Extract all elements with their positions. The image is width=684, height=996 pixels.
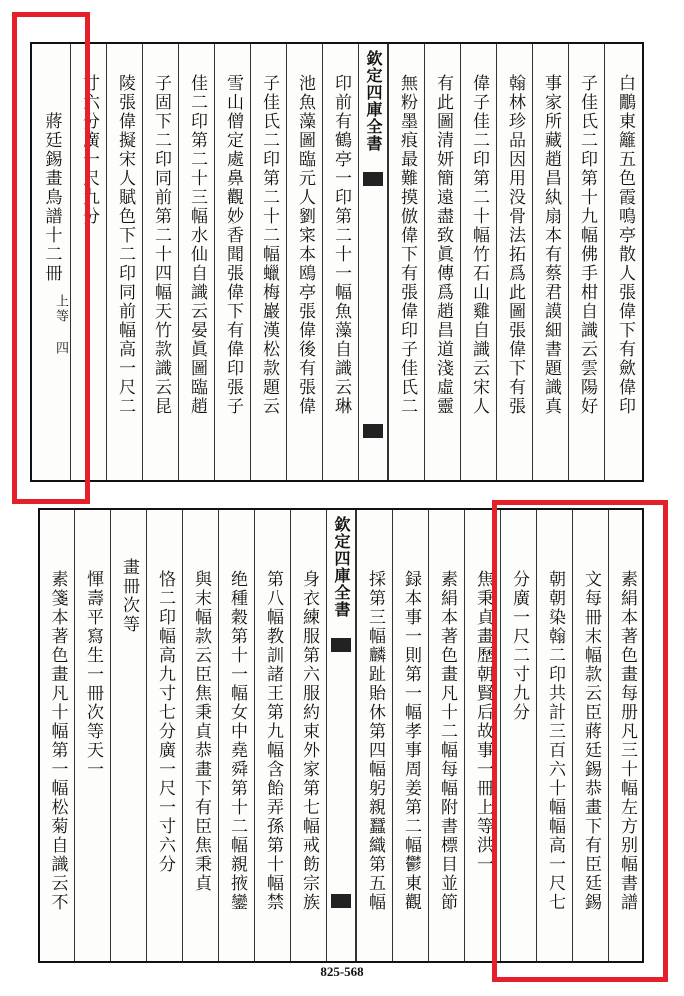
- page-number: 825-568: [320, 964, 364, 979]
- text-column: [146, 510, 182, 961]
- text-column: [604, 44, 644, 480]
- text-column: [106, 44, 142, 480]
- column-text: 恪二印幅高九寸七分廣一尺一寸六分: [155, 570, 175, 874]
- column-text: 焦秉貞畫歷朝賢后故事一冊上等洪一: [473, 570, 493, 874]
- top-page: [30, 42, 644, 482]
- column-text: 事家所藏趙昌紈扇本有蔡君謨細書題識真: [541, 74, 561, 416]
- column-text: 子固下二印同前第二十四幅天竹款識云昆: [151, 74, 171, 416]
- column-text: 陵張偉擬宋人賦色下二印同前幅高一尺二: [115, 74, 135, 416]
- column-text: 寸六分廣一尺九分: [79, 74, 99, 226]
- page-header-column: [326, 510, 356, 961]
- column-text: 録本事一則第一幅孝事周姜第二幅鬱東觀: [401, 570, 421, 912]
- fishtail-mark-icon: [363, 424, 383, 438]
- text-column: [182, 510, 218, 961]
- column-text: 與末幅款云臣焦秉貞恭畫下有臣焦秉貞: [191, 570, 211, 893]
- column-text: 素絹本著色畫凡十二幅每幅附書標目並節: [437, 570, 457, 912]
- column-text: 素絹本著色畫每册凡三十幅左方别幅書譜: [617, 570, 637, 912]
- page-header: 欽定四庫全書: [332, 516, 351, 618]
- text-column: [428, 510, 464, 961]
- text-column: [178, 44, 214, 480]
- text-column: [218, 510, 254, 961]
- section-heading: 畫冊次等: [119, 558, 139, 634]
- column-text: 白鷳東籬五色霞鳴亭散人張偉下有歛偉印: [615, 74, 635, 416]
- text-column: [392, 510, 428, 961]
- text-column: [250, 44, 286, 480]
- column-text: 朝朝染翰二印共計三百六十幅幅高一尺七: [545, 570, 565, 912]
- page-header: 欽定四庫全書: [364, 50, 383, 152]
- column-text: 無粉墨痕最難摸倣偉下有張偉印子佳氏二: [397, 74, 417, 416]
- column-text: 有此圖清妍簡遠盡致眞傳爲趙昌道淺虛靈: [433, 74, 453, 416]
- column-text: 翰林珍品因用没骨法拓爲此圖張偉下有張: [505, 74, 525, 416]
- text-column: [40, 510, 74, 961]
- text-column: [568, 44, 604, 480]
- text-column: [388, 44, 424, 480]
- column-text: 惲壽平寫生一冊次等天一: [83, 570, 103, 779]
- column-text: 绝種穀第十一幅女中堯舜第十二幅親掖鑾: [227, 570, 247, 912]
- text-column: [214, 44, 250, 480]
- column-text: 佳二印第二十三幅水仙自識云晏眞圖臨趙: [187, 74, 207, 416]
- column-text: 分廣一尺二寸九分: [509, 570, 529, 722]
- column-text: 雪山僧定處鼻觀妙香聞張偉下有偉印張子: [223, 74, 243, 416]
- column-text: 偉子佳二印第二十幅竹石山雞自識云宋人: [469, 74, 489, 416]
- column-title: 蔣廷錫畫鳥譜十二冊: [41, 112, 62, 283]
- page-header-column: [358, 44, 388, 480]
- column-text: 子佳氏二印第二十二幅蠟梅巖漢松款題云: [259, 74, 279, 416]
- column-text: 採第三幅麟趾貽休第四幅躬親蠶織第五幅: [365, 570, 385, 912]
- text-column: [356, 510, 392, 961]
- column-text: 文每冊末幅款云臣蔣廷錫恭畫下有臣廷錫: [581, 570, 601, 912]
- text-column: [322, 44, 358, 480]
- text-column: [286, 44, 322, 480]
- text-column: [532, 44, 568, 480]
- column-text: 印前有鶴亭一印第二十一幅魚藻自識云琳: [331, 74, 351, 416]
- rank-note: 上等 四: [53, 294, 68, 356]
- fishtail-mark-icon: [331, 894, 351, 908]
- column-text: 池魚藻圖臨元人劉寀本鴎亭張偉後有張偉: [295, 74, 315, 416]
- text-column: [460, 44, 496, 480]
- fishtail-mark-icon: [331, 638, 351, 652]
- highlight-box-right: [492, 500, 668, 982]
- highlight-box-left: [12, 12, 90, 504]
- column-text: 第八幅教訓諸王第九幅含飴弄孫第十幅禁: [263, 570, 283, 912]
- text-column: [74, 510, 110, 961]
- column-text: 素箋本著色畫凡十幅第一幅松菊自識云不: [47, 570, 68, 912]
- text-column: [496, 44, 532, 480]
- text-column: [424, 44, 460, 480]
- text-column: [142, 44, 178, 480]
- fishtail-mark-icon: [363, 172, 383, 186]
- text-column: [110, 510, 146, 961]
- text-column: [254, 510, 290, 961]
- column-text: 子佳氏二印第十九幅佛手柑自識云雲陽好: [577, 74, 597, 416]
- text-column: [290, 510, 326, 961]
- column-text: 身衣練服第六服約束外家第七幅戒飭宗族: [299, 570, 319, 912]
